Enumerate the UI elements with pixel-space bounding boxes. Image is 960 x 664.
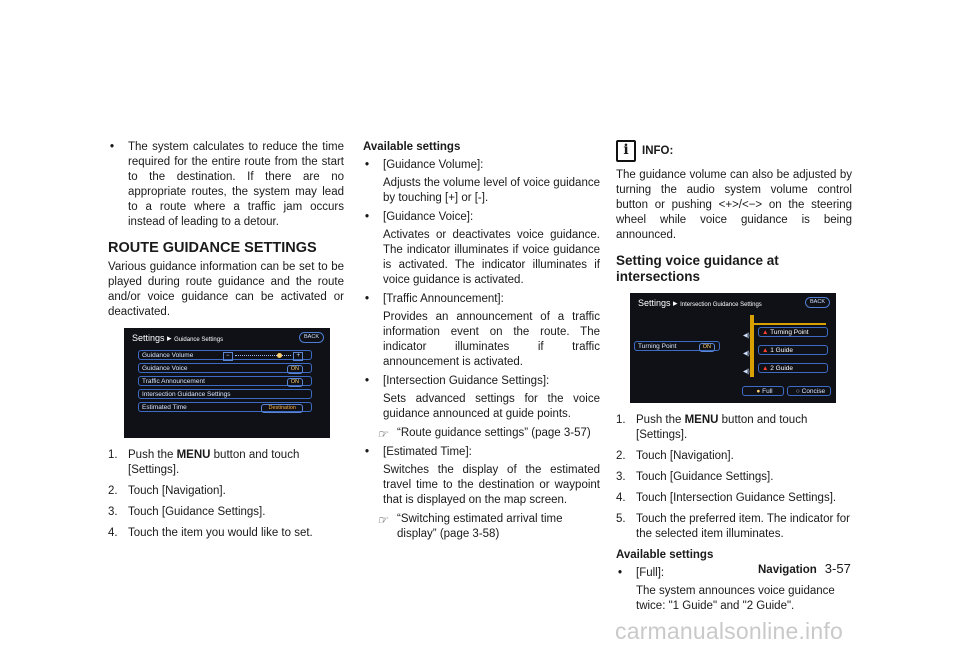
section-name: Navigation — [758, 564, 817, 576]
step-5: 5. Touch the preferred item. The indicator for the selected item illuminates. — [616, 513, 850, 540]
setting-intersection-guidance: • [Intersection Guidance Settings]: — [365, 375, 550, 387]
setting-full: • [Full]: — [618, 567, 665, 579]
step-1: 1. Push the MENU button and touch [Settings]. — [108, 449, 300, 476]
subsection-heading: Setting voice guidance at intersections — [616, 253, 779, 284]
step-2: 2. Touch [Navigation]. — [108, 485, 226, 497]
setting-guidance-voice: • [Guidance Voice]: — [365, 211, 474, 223]
arrow-icon: ▲ — [762, 347, 769, 354]
available-settings-heading: Available settings — [363, 141, 461, 153]
row-guidance-volume[interactable]: Guidance Volume − + — [138, 350, 312, 360]
guide-turning-point: ▲ Turning Point — [758, 327, 828, 337]
row-intersection-guidance[interactable]: Intersection Guidance Settings — [138, 389, 312, 399]
back-button[interactable]: BACK — [805, 297, 830, 308]
guide-1: ▲ 1 Guide — [758, 345, 828, 355]
step-4: 4. Touch the item you would like to set. — [108, 527, 313, 539]
section-heading: ROUTE GUIDANCE SETTINGS — [108, 240, 317, 256]
step-4: 4. Touch [Intersection Guidance Settings]. — [616, 492, 837, 504]
step-1: 1. Push the MENU button and touch [Settings]. — [616, 414, 808, 441]
back-button[interactable]: BACK — [299, 332, 324, 343]
on-indicator: ON — [699, 343, 715, 352]
setting-guidance-volume: • [Guidance Volume]: — [365, 159, 484, 171]
column-3: i INFO: The guidance volume can also be adjusted by turning the audio system volume control button or pushing <+>/<−> on the steering wheel while voice guidance is being announced. Setting voice guidance at intersections Settings ▸ Intersection Guidance Settings BACK Turning Point ON ▲ Turning Point ▲ 1 Guide ▲ 2 Guide ◀) ◀) ◀) ● Full ○ Concise 1. Push the MENU button and touch [Settings]. 2. Touch [Navigation]. 3. Touch [Guidance Settings]. 4. Touch [Intersection Guidance Settings]. 5. Touch the preferred item. The indicator for the selected item illuminates. Available settings • [Full]: The system announces voice guidance twice: "1 Guide" and "2 Guide". — [616, 142, 852, 612]
watermark: carmanualsonline.info — [615, 618, 843, 644]
step-3: 3. Touch [Guidance Settings]. — [616, 471, 774, 483]
row-estimated-time[interactable]: Estimated Time Destination — [138, 402, 312, 412]
destination-badge: Destination — [261, 404, 303, 413]
row-turning-point[interactable]: Turning Point ON — [634, 341, 720, 351]
intro-bullet: • The system calculates to reduce the time required for the entire route from the start to the destination. If there are no appropriate routes, the system may lead to a route where a traffic jam occurs instead of leading to a detour. — [110, 141, 344, 228]
info-text: The guidance volume can also be adjusted by turning the audio system volume control button or pushing <+>/<−> on the steering wheel while voice guidance is being announced. — [616, 169, 852, 241]
guidance-settings-screenshot — [124, 328, 330, 438]
plus-button[interactable]: + — [293, 352, 303, 361]
available-settings-heading: Available settings — [616, 549, 714, 561]
volume-scale — [235, 355, 291, 356]
row-guidance-voice[interactable]: Guidance Voice ON — [138, 363, 312, 373]
setting-estimated-time: • [Estimated Time]: — [365, 446, 472, 458]
page-number: 3-57 — [824, 561, 851, 576]
minus-button[interactable]: − — [223, 352, 233, 361]
concise-button[interactable]: ○ Concise — [787, 386, 831, 396]
step-3: 3. Touch [Guidance Settings]. — [108, 506, 266, 518]
info-header: i INFO: — [616, 140, 852, 162]
pointing-hand-icon: ☞ — [377, 427, 388, 441]
bullet-dot: • — [110, 141, 115, 153]
step-2: 2. Touch [Navigation]. — [616, 450, 734, 462]
speaker-icon: ◀) — [743, 351, 750, 357]
speaker-icon: ◀) — [743, 333, 750, 339]
on-indicator: ON — [287, 378, 303, 387]
intersection-guidance-screenshot — [630, 293, 836, 403]
guide-2: ▲ 2 Guide — [758, 363, 828, 373]
section-intro: Various guidance information can be set to be played during route guidance and the route and/or voice guidance can be activated or deactivated. — [108, 261, 344, 318]
row-traffic-announcement[interactable]: Traffic Announcement ON — [138, 376, 312, 386]
cross-reference[interactable]: ☞ “Route guidance settings” (page 3-57) — [377, 427, 591, 441]
full-button[interactable]: ● Full — [742, 386, 784, 396]
setting-traffic-announcement: • [Traffic Announcement]: — [365, 293, 504, 305]
screen-title: Settings ▸ Guidance Settings — [132, 333, 224, 343]
column-1 — [108, 140, 344, 541]
volume-level-dot — [277, 353, 282, 358]
cross-reference[interactable]: ☞ “Switching estimated arrival time display” (page 3-58) — [377, 513, 563, 540]
page-footer — [758, 561, 851, 578]
on-indicator: ON — [287, 365, 303, 374]
screen-title: Settings ▸ Intersection Guidance Settings — [638, 298, 762, 308]
speaker-icon: ◀) — [743, 369, 750, 375]
column-2: Available settings • [Guidance Volume]: Adjusts the volume level of voice guidance by touching [+] or [-]. • [Guidance Voice]: Activates or deactivates voice guidance. The indicator illuminates if voice guidance is activated. The indicator illuminates if voice guidance is activated. • [Traffic Announcement]: Provides an announcement of a traffic information event on the route. The indicator illuminates if traffic announcement is activated. • [Intersection Guidance Settings]: Sets advanced settings for the voice guidance announced at guide points. ☞ “Route guidance settings” (page 3-57) • [Estimated Time]: Switches the display of the estimated travel time to the destination or waypoint that is displayed on the map screen. ☞ “Switching estimated arrival time display” (page 3-58) — [363, 141, 600, 540]
pointing-hand-icon: ☞ — [377, 513, 388, 527]
arrow-icon: ▲ — [762, 365, 769, 372]
arrow-icon: ▲ — [762, 329, 769, 336]
info-icon: i — [616, 140, 636, 162]
route-turn-line — [750, 323, 826, 325]
